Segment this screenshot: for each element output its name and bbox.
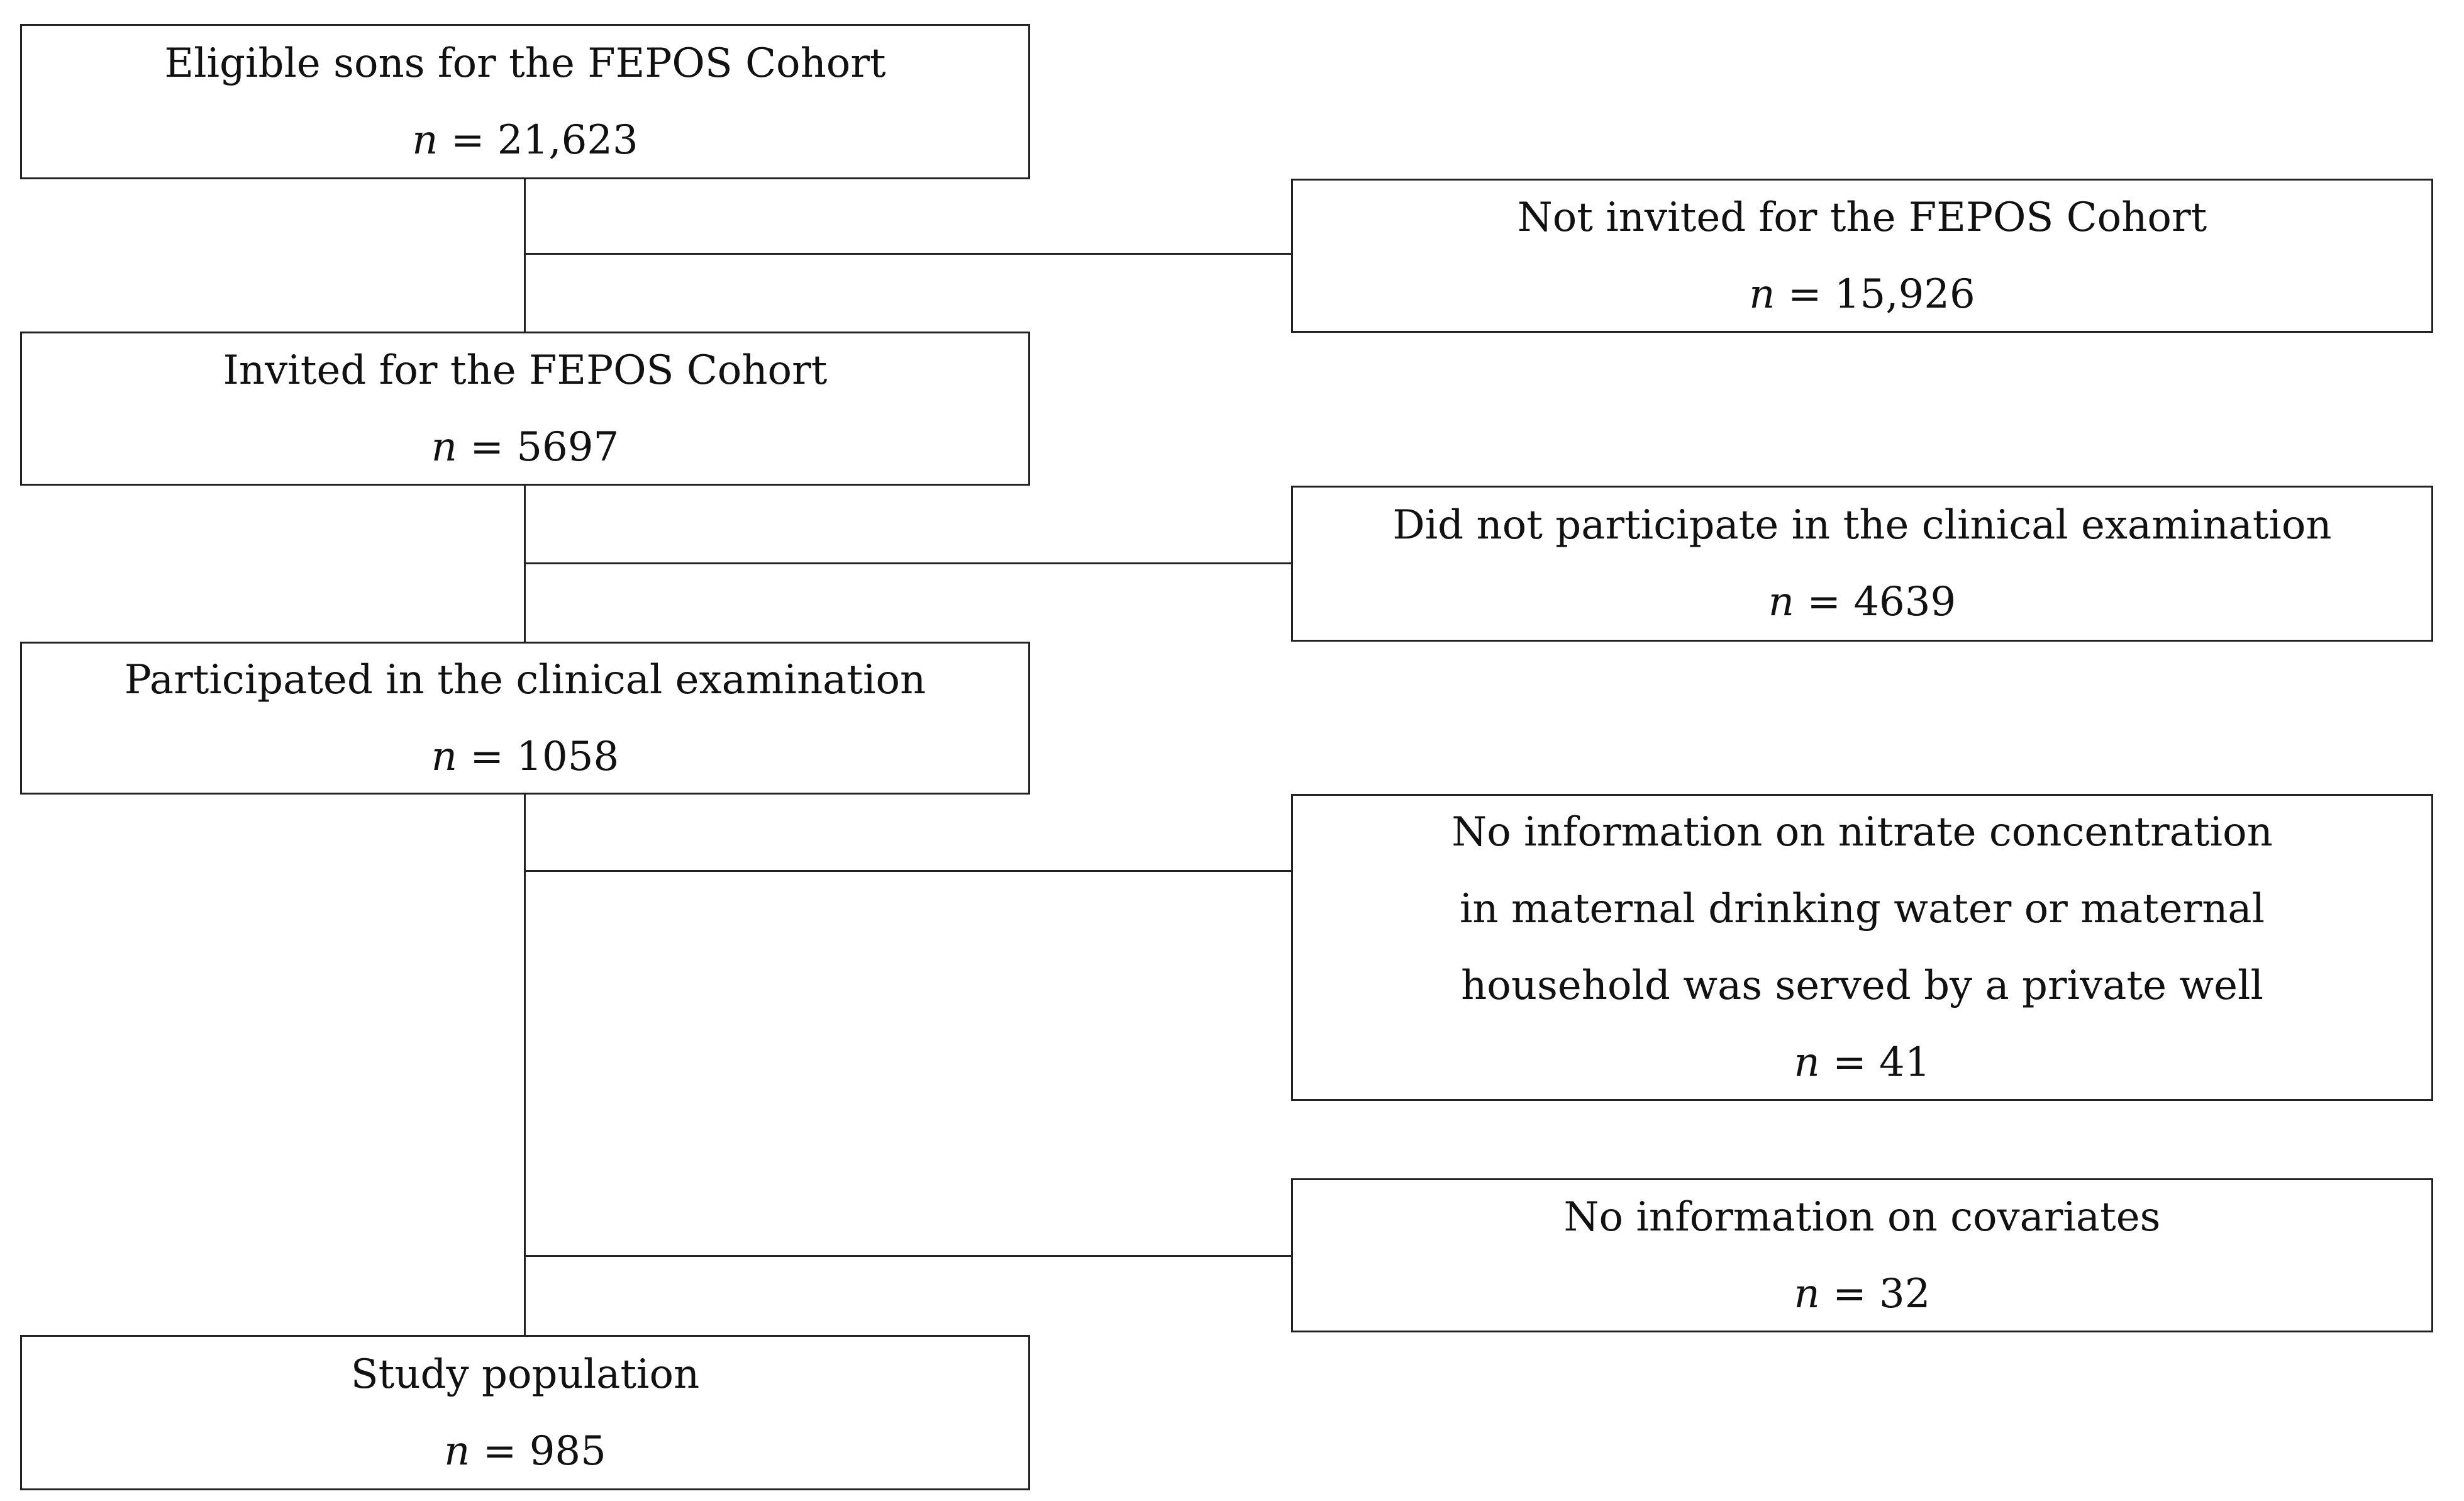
box-count: n = 1058 bbox=[431, 733, 619, 780]
not-invited-box bbox=[1291, 179, 2433, 333]
box-count: n = 21,623 bbox=[412, 116, 638, 164]
branch-connector-4 bbox=[524, 1255, 1291, 1257]
branch-connector-2 bbox=[524, 562, 1291, 564]
box-count: n = 5697 bbox=[431, 423, 619, 471]
no-covariates-box bbox=[1291, 1178, 2433, 1332]
no-nitrate-info-box bbox=[1291, 794, 2433, 1101]
box-text: Eligible sons for the FEPOS Cohort bbox=[164, 40, 886, 87]
box-count: n = 32 bbox=[1794, 1270, 1931, 1317]
box-count: n = 41 bbox=[1794, 1039, 1931, 1086]
branch-connector-1 bbox=[524, 253, 1291, 255]
branch-connector-3 bbox=[524, 870, 1291, 872]
box-text-line-3: household was served by a private well bbox=[1461, 963, 2263, 1009]
box-text: Invited for the FEPOS Cohort bbox=[223, 347, 828, 394]
box-text: Did not participate in the clinical examination bbox=[1392, 502, 2332, 549]
box-text-line-2: in maternal drinking water or maternal bbox=[1459, 886, 2265, 932]
box-text: Study population bbox=[350, 1351, 700, 1398]
did-not-participate-box bbox=[1291, 486, 2433, 642]
box-count: n = 4639 bbox=[1768, 579, 1956, 625]
eligible-sons-box bbox=[20, 24, 1030, 179]
study-population-box bbox=[20, 1335, 1030, 1490]
box-text: No information on covariates bbox=[1563, 1193, 2161, 1241]
box-count: n = 985 bbox=[444, 1427, 606, 1475]
invited-box bbox=[20, 332, 1030, 486]
participated-box bbox=[20, 642, 1030, 795]
box-text-line-1: No information on nitrate concentration bbox=[1451, 809, 2273, 856]
box-text: Participated in the clinical examination bbox=[124, 656, 926, 703]
box-count: n = 15,926 bbox=[1749, 271, 1975, 318]
box-text: Not invited for the FEPOS Cohort bbox=[1517, 194, 2207, 241]
